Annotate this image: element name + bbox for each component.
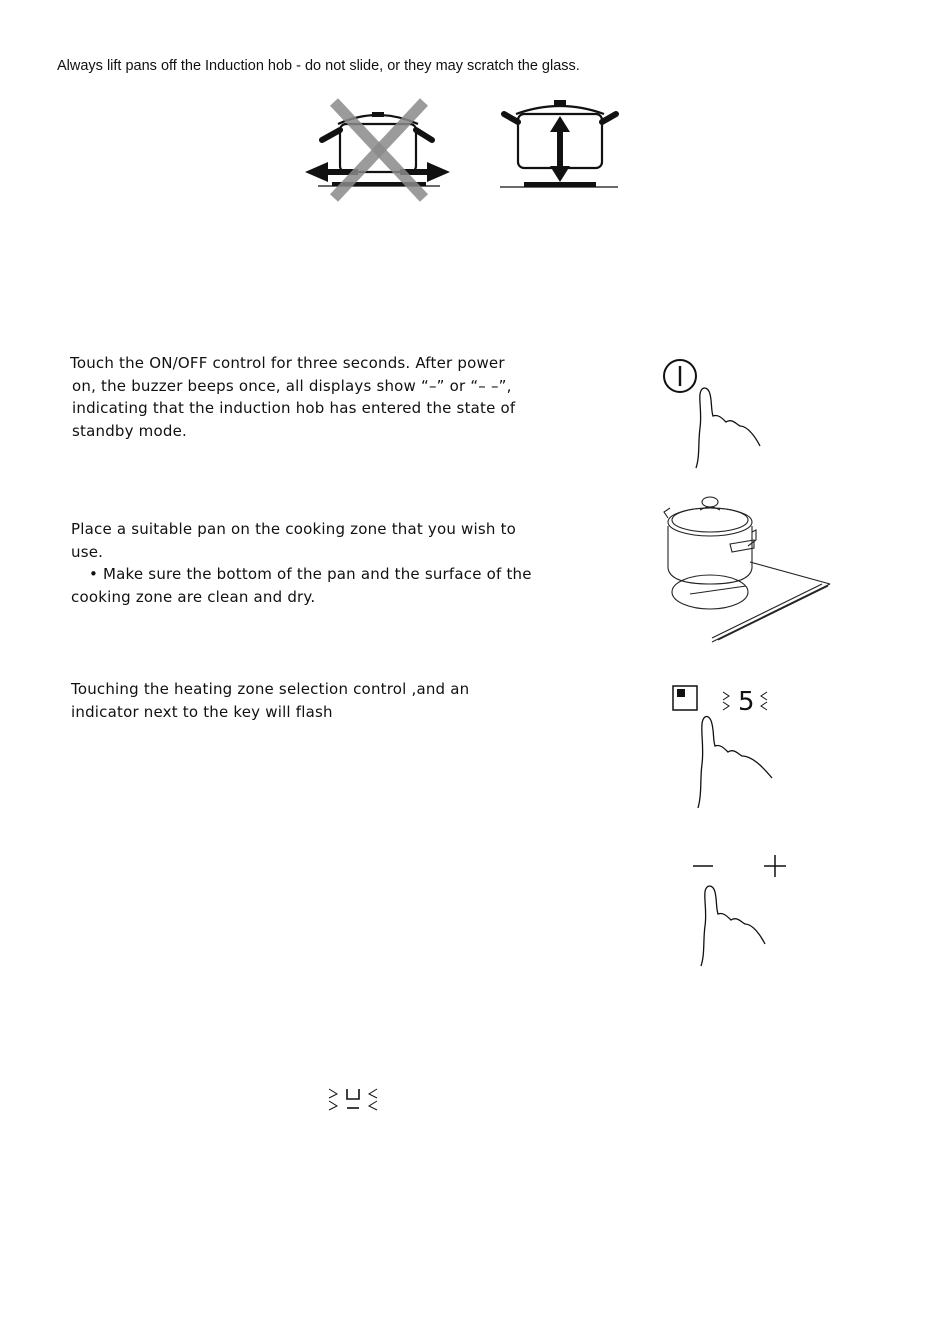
step-on-off — [70, 352, 540, 442]
step-place-pan-bullet-cont: cooking zone are clean and dry. — [71, 587, 316, 606]
flashing-u-display-icon — [325, 1086, 385, 1114]
pan-slide-crossed-icon — [300, 96, 460, 206]
step-zone-select — [71, 678, 501, 723]
step-on-off-line-3: indicating that the induction hob has entered the state of — [72, 399, 516, 418]
step-place-pan-line-2: use. — [71, 542, 104, 561]
step-place-pan — [71, 518, 551, 608]
step-on-off-line-4: standby mode. — [72, 421, 187, 440]
step-zone-select-line-1: Touching the heating zone selection control ,and an — [71, 680, 470, 698]
zone-display-digit: 5 — [738, 687, 755, 717]
minus-plus-finger-icon — [685, 852, 795, 970]
step-on-off-line-1: Touch the ON/OFF control for three seconds. After power — [70, 354, 505, 372]
intro-text: Always lift pans off the Induction hob - do not slide, or they may scratch the glass. — [57, 58, 580, 74]
pan-on-cooking-zone-icon — [660, 492, 835, 647]
step-on-off-line-2: on, the buzzer beeps once, all displays show “–” or “– –”, — [72, 376, 512, 395]
zone-select-finger-icon — [668, 682, 808, 812]
pan-lift-icon — [498, 96, 623, 191]
step-place-pan-line-1: Place a suitable pan on the cooking zone that you wish to — [71, 520, 517, 538]
step-place-pan-bullet: • Make sure the bottom of the pan and the surface of the — [89, 565, 532, 584]
step-zone-select-line-2: indicator next to the key will flash — [71, 702, 333, 721]
power-button-finger-icon — [660, 358, 770, 473]
